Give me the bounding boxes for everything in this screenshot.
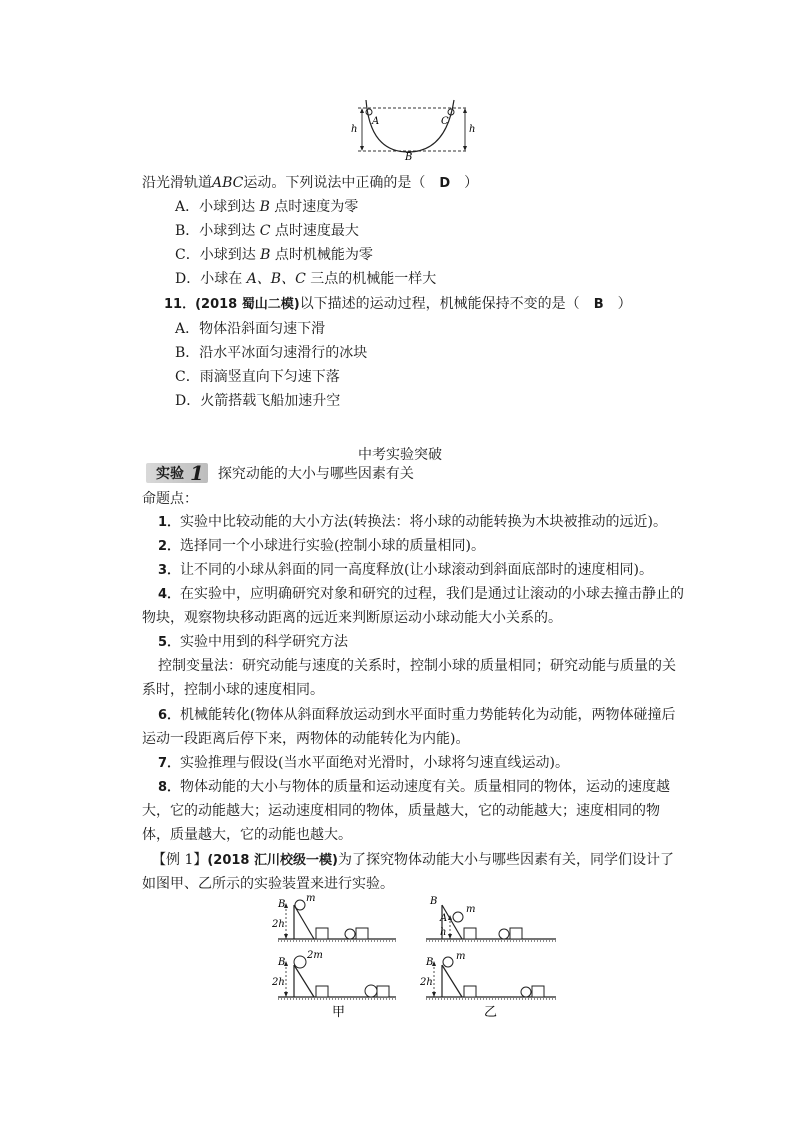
yi-caption: 乙 bbox=[484, 1005, 498, 1020]
q11-answer: B bbox=[593, 297, 604, 312]
yi-top-point-b: B bbox=[430, 896, 438, 907]
q10-option-b: B．小球到达 C 点时速度最大 bbox=[175, 223, 359, 239]
point-8-cont: 大，它的动能越大；运动速度相同的物体，质量越大，它的动能越大；速度相同的物 bbox=[142, 803, 660, 819]
yi-top-mass: m bbox=[466, 904, 476, 915]
point-8: 8．物体动能的大小与物体的质量和运动速度有关。质量相同的物体，运动的速度越 bbox=[158, 779, 671, 795]
point-2: 2．选择同一个小球进行实验(控制小球的质量相同)。 bbox=[158, 538, 485, 554]
q10-option-c: C．小球到达 B 点时机械能为零 bbox=[175, 247, 373, 263]
label-h-right: h bbox=[469, 124, 476, 135]
yi-bottom-height: 2h bbox=[420, 977, 433, 988]
jia-bottom-height: 2h bbox=[272, 977, 285, 988]
label-c: C bbox=[441, 116, 449, 127]
point-6-cont: 运动一段距离后停下来，两物体的动能转化为内能)。 bbox=[142, 731, 470, 747]
point-4: 4．在实验中，应明确研究对象和研究的过程，我们是通过让滚动的小球去撞击静止的 bbox=[158, 586, 685, 602]
jia-bottom-point: B bbox=[278, 957, 286, 968]
yi-top-point-a: A bbox=[440, 913, 448, 924]
q10-option-a: A．小球到达 B 点时速度为零 bbox=[175, 199, 359, 215]
q11-option-c: C．雨滴竖直向下匀速下落 bbox=[175, 369, 340, 385]
track-diagram bbox=[348, 96, 478, 160]
jia-top-mass: m bbox=[306, 895, 316, 904]
point-7: 7．实验推理与假设(当水平面绝对光滑时，小球将匀速直线运动)。 bbox=[158, 755, 569, 771]
example-1-cont: 如图甲、乙所示的实验装置来进行实验。 bbox=[142, 876, 394, 892]
jia-bottom-mass: 2m bbox=[307, 950, 323, 961]
point-3: 3．让不同的小球从斜面的同一高度释放(让小球滚动到斜面底部时的速度相同)。 bbox=[158, 562, 653, 578]
yi-bottom-mass: m bbox=[456, 951, 466, 962]
experiment-header bbox=[146, 462, 414, 484]
q11-option-d: D．火箭搭载飞船加速升空 bbox=[175, 393, 341, 409]
experiment-title: 探究动能的大小与哪些因素有关 bbox=[217, 466, 414, 482]
section-title: 中考实验突破 bbox=[358, 447, 442, 463]
q10-answer: D bbox=[439, 176, 451, 191]
q11-option-b: B．沿水平冰面匀速滑行的冰块 bbox=[175, 345, 368, 361]
point-6: 6．机械能转化(物体从斜面释放运动到水平面时重力势能转化为动能，两物体碰撞后 bbox=[158, 707, 676, 723]
jia-top-point: B bbox=[278, 899, 286, 910]
experiment-badge: 实验 1 bbox=[146, 463, 208, 483]
jia-caption: 甲 bbox=[332, 1005, 346, 1020]
label-h-left: h bbox=[351, 124, 358, 135]
q11-option-a: A．物体沿斜面匀速下滑 bbox=[175, 321, 326, 337]
label-b: B bbox=[405, 152, 413, 160]
point-4-cont: 物块，观察物块移动距离的远近来判断原运动小球动能大小关系的。 bbox=[142, 610, 562, 626]
points-label: 命题点： bbox=[142, 491, 198, 507]
example-1: 【例 1】(2018 汇川校级一模)为了探究物体动能大小与哪些因素有关，同学们设计了 bbox=[152, 852, 674, 868]
figure-yi bbox=[420, 895, 560, 1021]
point-5-cont: 控制变量法：研究动能与速度的关系时，控制小球的质量相同；研究动能与质量的关 bbox=[158, 658, 676, 674]
point-5: 5．实验中用到的科学研究方法 bbox=[158, 634, 349, 650]
yi-top-height: h bbox=[440, 927, 447, 938]
q11-stem: 11．(2018 蜀山二模)以下描述的运动过程，机械能保持不变的是（ B ） bbox=[164, 296, 632, 312]
q10-option-d: D．小球在 A、B、C 三点的机械能一样大 bbox=[175, 271, 437, 287]
yi-bottom-point: B bbox=[426, 957, 434, 968]
q10-stem: 沿光滑轨道ABC运动。下列说法中正确的是（ D ） bbox=[142, 175, 479, 191]
jia-top-height: 2h bbox=[272, 919, 285, 930]
point-8-cont2: 体，质量越大，它的动能也越大。 bbox=[142, 827, 352, 843]
label-a: A bbox=[372, 116, 380, 127]
figure-jia bbox=[272, 895, 400, 1021]
point-1: 1．实验中比较动能的大小方法(转换法：将小球的动能转换为木块被推动的远近)。 bbox=[158, 514, 667, 530]
point-5-cont2: 系时，控制小球的速度相同。 bbox=[142, 682, 324, 698]
